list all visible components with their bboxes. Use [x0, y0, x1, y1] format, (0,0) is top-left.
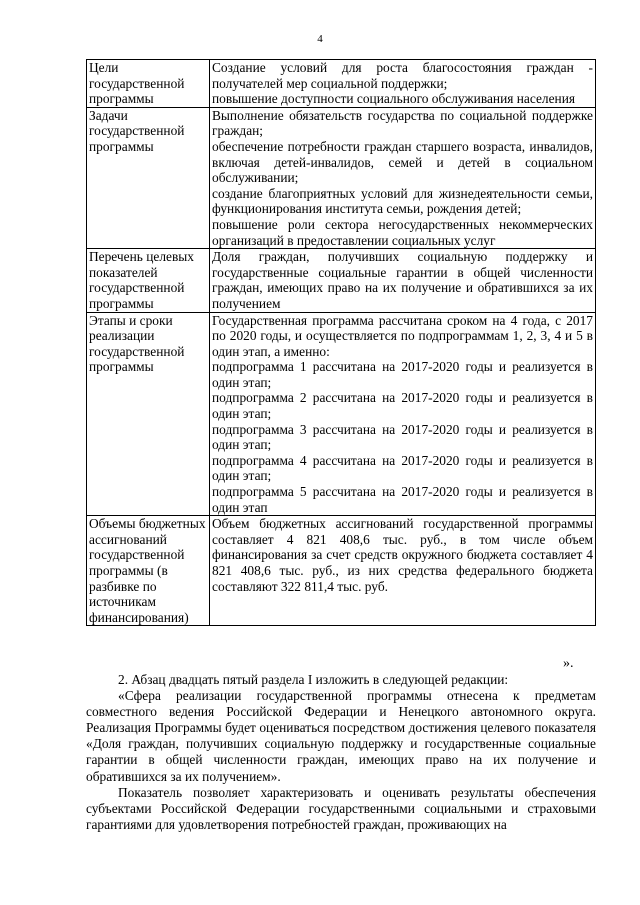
passport-content-line: обеспечение потребности граждан старшего возраста, инвалидов, включая детей-инвалидов, семей и детей в социальном обслуживании;: [212, 138, 593, 186]
indicator-paragraph: Показатель позволяет характеризовать и оценивать результаты обеспечения субъектами Российской Федерации государственными социальными и страховыми гарантиями для удовлетворения потребностей граждан, проживающих на: [86, 784, 596, 832]
passport-content-line: Выполнение обязательств государства по социальной поддержке граждан;: [212, 107, 593, 139]
passport-row-label: Цели государственной программы: [87, 60, 210, 108]
passport-content-line: Создание условий для роста благосостояния граждан - получателей мер социальной поддержки;: [212, 60, 593, 91]
passport-content-line: Объем бюджетных ассигнований государственной программы составляет 4 821 408,6 тыс. руб., в том числе объем финансирования за счет средств окружного бюджета составляет 4 821 408,6 тыс. руб., из них средства федерального бюджета составляют 322 811,4 тыс. руб.: [212, 516, 593, 594]
passport-content-line: Доля граждан, получивших социальную поддержку и государственные социальные гарантии в общей численности граждан, имеющих право на их получение и обратившихся за их получением: [212, 249, 593, 311]
passport-row-content: [210, 312, 596, 516]
passport-content-line: повышение роли сектора негосударственных некоммерческих организаций в предоставлении социальных услуг: [212, 216, 593, 248]
passport-row-label: Этапы и сроки реализации государственной программы: [87, 312, 210, 516]
passport-content-line: подпрограмма 4 рассчитана на 2017-2020 годы и реализуется в один этап;: [212, 452, 593, 484]
passport-row-label: Объемы бюджетных ассигнований государственной программы (в разбивке по источникам финансирования): [87, 516, 210, 626]
passport-row: [87, 60, 596, 108]
passport-content-line: подпрограмма 2 рассчитана на 2017-2020 годы и реализуется в один этап;: [212, 390, 593, 422]
passport-row-content: [210, 516, 596, 626]
passport-content-line: подпрограмма 3 рассчитана на 2017-2020 годы и реализуется в один этап;: [212, 421, 593, 453]
passport-row: [87, 107, 596, 248]
passport-content-line: создание благоприятных условий для жизнедеятельности семьи, функционирования института семьи, рождения детей;: [212, 185, 593, 217]
passport-table-body: [87, 60, 596, 626]
passport-content-line: подпрограмма 1 рассчитана на 2017-2020 годы и реализуется в один этап;: [212, 359, 593, 390]
passport-row: [87, 516, 596, 626]
passport-content-line: Государственная программа рассчитана сроком на 4 года, с 2017 по 2020 годы, и осуществляется по подпрограммам 1, 2, 3, 4 и 5 в один этап, а именно:: [212, 312, 593, 359]
amendment-heading: 2. Абзац двадцать пятый раздела I изложить в следующей редакции:: [118, 672, 509, 687]
passport-row-content: [210, 107, 596, 248]
passport-row-label: Перечень целевых показателей государственной программы: [87, 249, 210, 312]
passport-content-line: повышение доступности социального обслуживания населения: [212, 91, 576, 107]
passport-row-label: Задачи государственной программы: [87, 107, 210, 248]
page-number: 4: [317, 33, 323, 45]
passport-row-content: [210, 249, 596, 312]
amendment-text: [86, 672, 596, 833]
amendment-paragraph: «Сфера реализации государственной программы отнесена к предметам совместного ведения Российской Федерации и Ненецкого автономного округа. Реализация Программы будет оцениваться посредством достижения целевого показателя «Доля граждан, получивших социальную поддержку и государственные социальные гарантии в общей численности граждан, имеющих право на их получение и обратившихся за их получением».: [86, 688, 596, 784]
closing-quote-mark: ».: [563, 656, 574, 671]
passport-content-line: подпрограмма 5 рассчитана на 2017-2020 годы и реализуется в один этап: [212, 484, 593, 515]
passport-row-content: [210, 60, 596, 108]
passport-row: [87, 249, 596, 312]
passport-row: [87, 312, 596, 516]
program-passport-table: [86, 59, 596, 626]
